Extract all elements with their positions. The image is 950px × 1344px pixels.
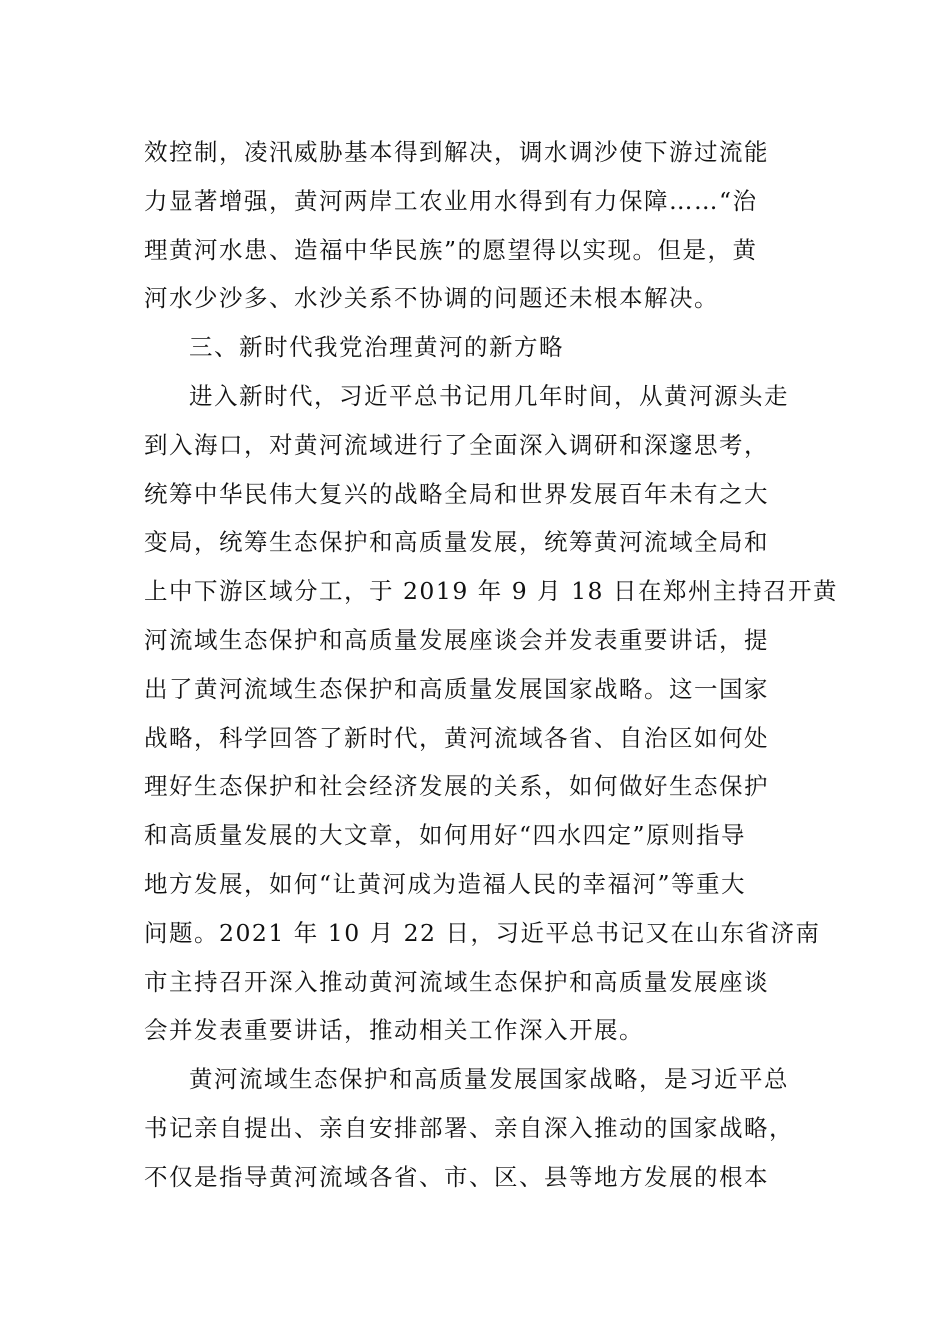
text-line: 变局，统筹生态保护和高质量发展，统筹黄河流域全局和 [144, 528, 769, 557]
text-line: 黄河流域生态保护和高质量发展国家战略，是习近平总 [189, 1065, 789, 1094]
text-line: 会并发表重要讲话，推动相关工作深入开展。 [144, 1016, 644, 1045]
text-line: 进入新时代，习近平总书记用几年时间，从黄河源头走 [189, 381, 789, 410]
text-line: 理黄河水患、造福中华民族”的愿望得以实现。但是，黄 [144, 235, 758, 264]
text-line: 问题。2021 年 10 月 22 日，习近平总书记又在山东省济南 [144, 918, 821, 947]
text-line: 理好生态保护和社会经济发展的关系，如何做好生态保护 [144, 772, 769, 801]
text-line: 和高质量发展的大文章，如何用好“四水四定”原则指导 [144, 821, 747, 850]
text-line: 效控制，凌汛威胁基本得到解决，调水调沙使下游过流能 [144, 138, 769, 166]
text-line: 市主持召开深入推动黄河流域生态保护和高质量发展座谈 [144, 967, 769, 996]
text-line: 战略，科学回答了新时代，黄河流域各省、自治区如何处 [144, 723, 769, 752]
body-text [144, 128, 838, 1202]
text-line: 统筹中华民伟大复兴的战略全局和世界发展百年未有之大 [144, 479, 769, 508]
text-line: 河流域生态保护和高质量发展座谈会并发表重要讲话，提 [144, 625, 769, 654]
text-line: 书记亲自提出、亲自安排部署、亲自深入推动的国家战略， [144, 1113, 794, 1142]
text-line: 到入海口，对黄河流域进行了全面深入调研和深邃思考， [144, 430, 769, 459]
text-line: 出了黄河流域生态保护和高质量发展国家战略。这一国家 [144, 674, 769, 703]
text-line: 河水少沙多、水沙关系不协调的问题还未根本解决。 [144, 284, 719, 313]
text-line: 地方发展，如何“让黄河成为造福人民的幸福河”等重大 [144, 869, 747, 898]
section-heading: 三、新时代我党治理黄河的新方略 [189, 333, 564, 362]
text-line: 力显著增强，黄河两岸工农业用水得到有力保障……“治 [144, 186, 758, 215]
text-line: 上中下游区域分工，于 2019 年 9 月 18 日在郑州主持召开黄 [144, 577, 838, 606]
text-line: 不仅是指导黄河流域各省、市、区、县等地方发展的根本 [144, 1162, 769, 1191]
